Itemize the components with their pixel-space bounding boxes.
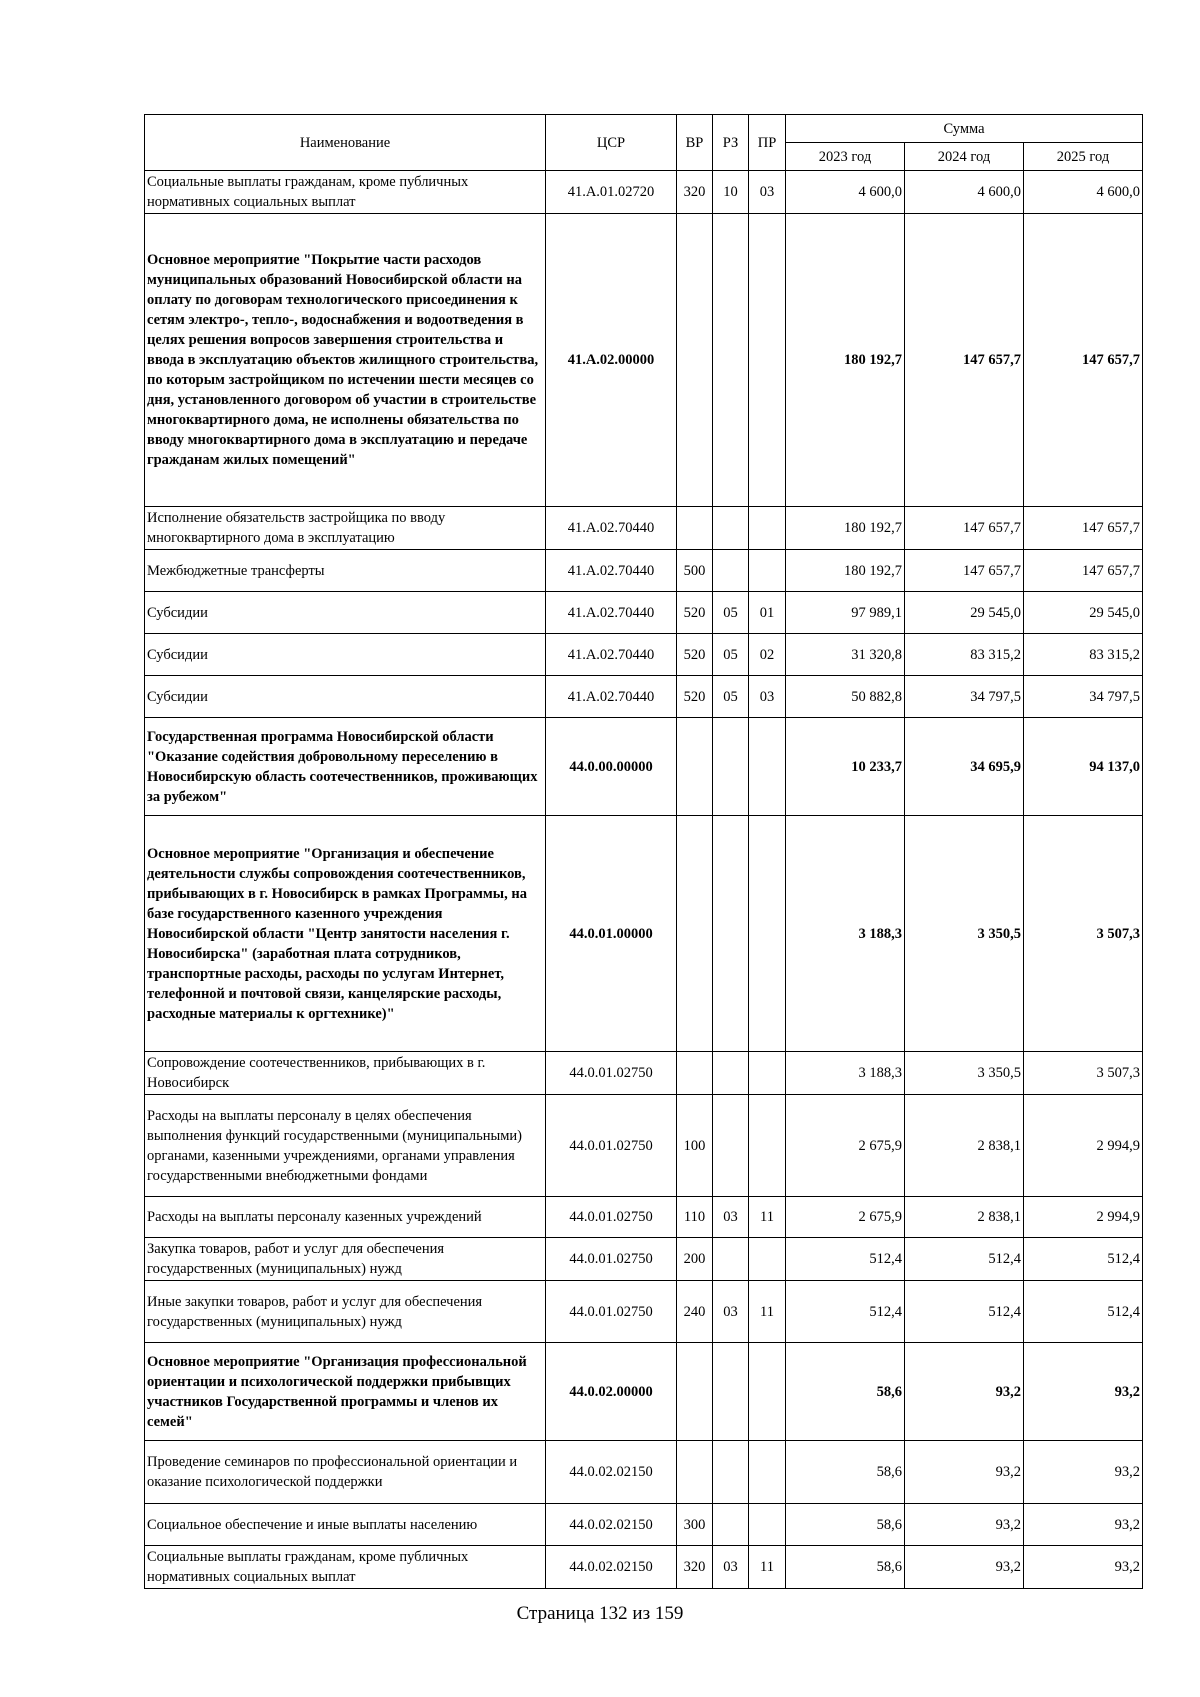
table-row bbox=[145, 1281, 1143, 1343]
row-sum-2025: 4 600,0 bbox=[1024, 171, 1143, 214]
row-sum-2025: 94 137,0 bbox=[1024, 718, 1143, 816]
header-year-2025: 2025 год bbox=[1024, 143, 1143, 171]
row-pr bbox=[749, 1052, 786, 1095]
row-pr bbox=[749, 507, 786, 550]
row-pr: 11 bbox=[749, 1546, 786, 1589]
row-sum-2023: 2 675,9 bbox=[786, 1095, 905, 1197]
row-vr: 300 bbox=[677, 1504, 713, 1546]
row-name: Расходы на выплаты персоналу казенных учреждений bbox=[145, 1197, 546, 1238]
row-pr bbox=[749, 550, 786, 592]
row-pr: 01 bbox=[749, 592, 786, 634]
row-sum-2023: 2 675,9 bbox=[786, 1197, 905, 1238]
row-pr bbox=[749, 1095, 786, 1197]
row-rz: 05 bbox=[713, 634, 749, 676]
row-sum-2023: 3 188,3 bbox=[786, 1052, 905, 1095]
row-sum-2025: 93,2 bbox=[1024, 1546, 1143, 1589]
row-sum-2025: 93,2 bbox=[1024, 1441, 1143, 1504]
row-sum-2025: 147 657,7 bbox=[1024, 214, 1143, 507]
row-pr bbox=[749, 816, 786, 1052]
row-rz: 10 bbox=[713, 171, 749, 214]
row-csr: 44.0.02.00000 bbox=[546, 1343, 677, 1441]
row-vr bbox=[677, 1343, 713, 1441]
row-sum-2025: 83 315,2 bbox=[1024, 634, 1143, 676]
row-rz bbox=[713, 1095, 749, 1197]
row-pr: 03 bbox=[749, 676, 786, 718]
row-sum-2024: 2 838,1 bbox=[905, 1197, 1024, 1238]
table-row bbox=[145, 676, 1143, 718]
row-sum-2023: 58,6 bbox=[786, 1343, 905, 1441]
row-rz bbox=[713, 718, 749, 816]
table-row bbox=[145, 1343, 1143, 1441]
table-row bbox=[145, 1197, 1143, 1238]
row-vr: 320 bbox=[677, 171, 713, 214]
table-row bbox=[145, 718, 1143, 816]
row-sum-2025: 147 657,7 bbox=[1024, 507, 1143, 550]
row-sum-2024: 34 797,5 bbox=[905, 676, 1024, 718]
row-rz: 05 bbox=[713, 592, 749, 634]
row-name: Исполнение обязательств застройщика по вводу многоквартирного дома в эксплуатацию bbox=[145, 507, 546, 550]
row-sum-2025: 93,2 bbox=[1024, 1504, 1143, 1546]
row-sum-2024: 2 838,1 bbox=[905, 1095, 1024, 1197]
table-row bbox=[145, 214, 1143, 507]
header-sum: Сумма bbox=[786, 115, 1143, 143]
row-csr: 41.А.01.02720 bbox=[546, 171, 677, 214]
row-name: Основное мероприятие "Организация профессиональной ориентации и психологической поддержки прибывщих участников Государственной программы и членов их семей" bbox=[145, 1343, 546, 1441]
row-sum-2025: 3 507,3 bbox=[1024, 816, 1143, 1052]
row-csr: 44.0.00.00000 bbox=[546, 718, 677, 816]
row-pr: 03 bbox=[749, 171, 786, 214]
row-rz bbox=[713, 550, 749, 592]
row-sum-2023: 58,6 bbox=[786, 1504, 905, 1546]
header-rz: РЗ bbox=[713, 115, 749, 171]
row-rz bbox=[713, 1052, 749, 1095]
row-vr bbox=[677, 214, 713, 507]
row-rz: 03 bbox=[713, 1197, 749, 1238]
row-sum-2025: 512,4 bbox=[1024, 1281, 1143, 1343]
row-rz bbox=[713, 1343, 749, 1441]
row-rz bbox=[713, 1238, 749, 1281]
row-sum-2024: 3 350,5 bbox=[905, 816, 1024, 1052]
table-row bbox=[145, 634, 1143, 676]
row-sum-2024: 147 657,7 bbox=[905, 214, 1024, 507]
row-sum-2023: 10 233,7 bbox=[786, 718, 905, 816]
row-sum-2023: 180 192,7 bbox=[786, 214, 905, 507]
header-pr: ПР bbox=[749, 115, 786, 171]
row-vr: 520 bbox=[677, 592, 713, 634]
row-pr bbox=[749, 1441, 786, 1504]
row-rz bbox=[713, 816, 749, 1052]
table-row bbox=[145, 1238, 1143, 1281]
row-csr: 44.0.02.02150 bbox=[546, 1546, 677, 1589]
row-sum-2024: 29 545,0 bbox=[905, 592, 1024, 634]
row-name: Сопровождение соотечественников, прибывающих в г. Новосибирск bbox=[145, 1052, 546, 1095]
row-name: Проведение семинаров по профессиональной ориентации и оказание психологической поддержки bbox=[145, 1441, 546, 1504]
table-row bbox=[145, 1546, 1143, 1589]
header-year-2024: 2024 год bbox=[905, 143, 1024, 171]
row-sum-2025: 29 545,0 bbox=[1024, 592, 1143, 634]
row-sum-2023: 512,4 bbox=[786, 1238, 905, 1281]
row-rz: 03 bbox=[713, 1281, 749, 1343]
row-sum-2024: 34 695,9 bbox=[905, 718, 1024, 816]
row-pr: 02 bbox=[749, 634, 786, 676]
row-vr: 520 bbox=[677, 676, 713, 718]
row-vr: 520 bbox=[677, 634, 713, 676]
budget-table bbox=[144, 114, 1143, 1589]
row-sum-2024: 512,4 bbox=[905, 1238, 1024, 1281]
table-row bbox=[145, 171, 1143, 214]
row-sum-2024: 512,4 bbox=[905, 1281, 1024, 1343]
row-rz bbox=[713, 214, 749, 507]
row-csr: 41.А.02.00000 bbox=[546, 214, 677, 507]
row-csr: 41.А.02.70440 bbox=[546, 634, 677, 676]
row-rz: 05 bbox=[713, 676, 749, 718]
row-name: Основное мероприятие "Покрытие части расходов муниципальных образований Новосибирской области на оплату по договорам технологического присоединения к сетям электро-, тепло-, водоснабжения и водоотведения в целях решения вопросов завершения строительства и ввода в эксплуатацию объектов жилищного строительства, по которым застройщиком по истечении шести месяцев со дня, установленного договором об участии в строительстве многоквартирного дома, не исполнены обязательства по вводу многоквартирного дома в эксплуатацию и передаче гражданам жилых помещений" bbox=[145, 214, 546, 507]
row-sum-2024: 93,2 bbox=[905, 1441, 1024, 1504]
row-csr: 44.0.01.02750 bbox=[546, 1281, 677, 1343]
table-row bbox=[145, 816, 1143, 1052]
row-sum-2024: 93,2 bbox=[905, 1546, 1024, 1589]
row-sum-2025: 2 994,9 bbox=[1024, 1197, 1143, 1238]
row-pr bbox=[749, 718, 786, 816]
row-name: Основное мероприятие "Организация и обеспечение деятельности службы сопровождения соотечественников, прибывающих в г. Новосибирск в рамках Программы, на базе государственного казенного учреждения Новосибирской области "Центр занятости населения г. Новосибирска" (заработная плата сотрудников, транспортные расходы, расходы по услугам Интернет, телефонной и почтовой связи, канцелярские расходы, расходные материалы к оргтехнике)" bbox=[145, 816, 546, 1052]
table-row bbox=[145, 1504, 1143, 1546]
row-vr: 200 bbox=[677, 1238, 713, 1281]
row-sum-2025: 512,4 bbox=[1024, 1238, 1143, 1281]
row-name: Социальные выплаты гражданам, кроме публичных нормативных социальных выплат bbox=[145, 171, 546, 214]
row-sum-2023: 4 600,0 bbox=[786, 171, 905, 214]
row-pr bbox=[749, 214, 786, 507]
row-sum-2023: 180 192,7 bbox=[786, 507, 905, 550]
row-csr: 41.А.02.70440 bbox=[546, 676, 677, 718]
row-name: Субсидии bbox=[145, 634, 546, 676]
table-body bbox=[145, 171, 1143, 1589]
row-sum-2023: 97 989,1 bbox=[786, 592, 905, 634]
row-csr: 41.А.02.70440 bbox=[546, 507, 677, 550]
row-name: Закупка товаров, работ и услуг для обеспечения государственных (муниципальных) нужд bbox=[145, 1238, 546, 1281]
row-name: Субсидии bbox=[145, 676, 546, 718]
row-sum-2023: 3 188,3 bbox=[786, 816, 905, 1052]
row-pr: 11 bbox=[749, 1197, 786, 1238]
row-pr bbox=[749, 1343, 786, 1441]
table-row bbox=[145, 1095, 1143, 1197]
row-vr: 500 bbox=[677, 550, 713, 592]
row-csr: 41.А.02.70440 bbox=[546, 550, 677, 592]
row-csr: 44.0.02.02150 bbox=[546, 1441, 677, 1504]
row-name: Субсидии bbox=[145, 592, 546, 634]
row-name: Социальные выплаты гражданам, кроме публичных нормативных социальных выплат bbox=[145, 1546, 546, 1589]
row-sum-2024: 147 657,7 bbox=[905, 507, 1024, 550]
table-row bbox=[145, 1052, 1143, 1095]
row-name: Расходы на выплаты персоналу в целях обеспечения выполнения функций государственными (муниципальными) органами, казенными учреждениями, органами управления государственными внебюджетными фондами bbox=[145, 1095, 546, 1197]
row-sum-2024: 83 315,2 bbox=[905, 634, 1024, 676]
row-name: Иные закупки товаров, работ и услуг для обеспечения государственных (муниципальных) нужд bbox=[145, 1281, 546, 1343]
row-sum-2024: 4 600,0 bbox=[905, 171, 1024, 214]
row-sum-2024: 93,2 bbox=[905, 1343, 1024, 1441]
row-pr: 11 bbox=[749, 1281, 786, 1343]
row-name: Межбюджетные трансферты bbox=[145, 550, 546, 592]
row-vr bbox=[677, 507, 713, 550]
row-rz bbox=[713, 1441, 749, 1504]
row-csr: 44.0.01.02750 bbox=[546, 1052, 677, 1095]
row-name: Государственная программа Новосибирской области "Оказание содействия добровольному переселению в Новосибирскую область соотечественников, проживающих за рубежом" bbox=[145, 718, 546, 816]
row-sum-2023: 512,4 bbox=[786, 1281, 905, 1343]
header-vr: ВР bbox=[677, 115, 713, 171]
row-csr: 44.0.01.02750 bbox=[546, 1095, 677, 1197]
row-sum-2025: 34 797,5 bbox=[1024, 676, 1143, 718]
row-vr bbox=[677, 718, 713, 816]
row-csr: 44.0.01.02750 bbox=[546, 1238, 677, 1281]
row-csr: 44.0.01.02750 bbox=[546, 1197, 677, 1238]
row-sum-2023: 58,6 bbox=[786, 1546, 905, 1589]
row-csr: 41.А.02.70440 bbox=[546, 592, 677, 634]
header-year-2023: 2023 год bbox=[786, 143, 905, 171]
row-sum-2023: 180 192,7 bbox=[786, 550, 905, 592]
table-row bbox=[145, 550, 1143, 592]
row-sum-2024: 3 350,5 bbox=[905, 1052, 1024, 1095]
row-rz: 03 bbox=[713, 1546, 749, 1589]
table-row bbox=[145, 592, 1143, 634]
row-sum-2023: 58,6 bbox=[786, 1441, 905, 1504]
row-sum-2025: 2 994,9 bbox=[1024, 1095, 1143, 1197]
row-sum-2025: 93,2 bbox=[1024, 1343, 1143, 1441]
row-sum-2023: 50 882,8 bbox=[786, 676, 905, 718]
row-vr: 320 bbox=[677, 1546, 713, 1589]
header-name: Наименование bbox=[145, 115, 546, 171]
row-vr bbox=[677, 1052, 713, 1095]
row-name: Социальное обеспечение и иные выплаты населению bbox=[145, 1504, 546, 1546]
row-csr: 44.0.01.00000 bbox=[546, 816, 677, 1052]
row-pr bbox=[749, 1238, 786, 1281]
row-vr bbox=[677, 816, 713, 1052]
row-rz bbox=[713, 507, 749, 550]
row-vr: 100 bbox=[677, 1095, 713, 1197]
row-rz bbox=[713, 1504, 749, 1546]
row-pr bbox=[749, 1504, 786, 1546]
row-csr: 44.0.02.02150 bbox=[546, 1504, 677, 1546]
page-number: Страница 132 из 159 bbox=[516, 1603, 684, 1624]
row-vr: 240 bbox=[677, 1281, 713, 1343]
row-sum-2025: 3 507,3 bbox=[1024, 1052, 1143, 1095]
row-vr: 110 bbox=[677, 1197, 713, 1238]
header-csr: ЦСР bbox=[546, 115, 677, 171]
table-row bbox=[145, 507, 1143, 550]
row-sum-2023: 31 320,8 bbox=[786, 634, 905, 676]
row-sum-2024: 93,2 bbox=[905, 1504, 1024, 1546]
row-sum-2024: 147 657,7 bbox=[905, 550, 1024, 592]
table-row bbox=[145, 1441, 1143, 1504]
row-sum-2025: 147 657,7 bbox=[1024, 550, 1143, 592]
row-vr bbox=[677, 1441, 713, 1504]
